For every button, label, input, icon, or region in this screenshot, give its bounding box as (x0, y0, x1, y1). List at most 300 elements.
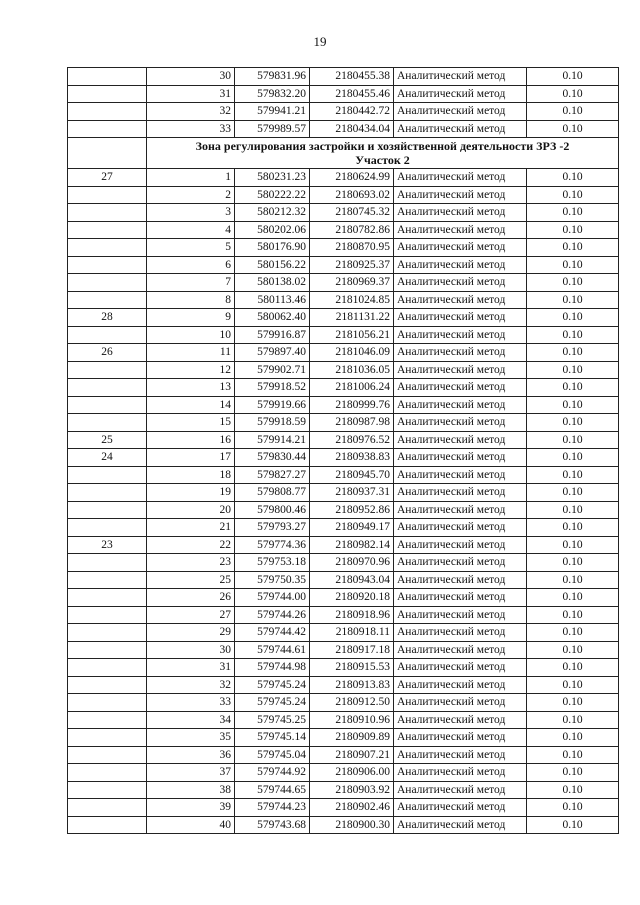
y-coordinate-cell: 2180912.50 (310, 694, 394, 712)
y-coordinate-cell: 2180902.46 (310, 799, 394, 817)
point-group-cell: 26 (68, 344, 147, 362)
point-group-cell (68, 85, 147, 103)
y-coordinate-cell: 2180915.53 (310, 659, 394, 677)
point-group-cell (68, 103, 147, 121)
y-coordinate-cell: 2180918.11 (310, 624, 394, 642)
point-number-cell: 16 (147, 431, 235, 449)
x-coordinate-cell: 579918.52 (235, 379, 310, 397)
point-group-cell (68, 396, 147, 414)
table-row (68, 519, 619, 537)
point-number-cell: 30 (147, 641, 235, 659)
y-coordinate-cell: 2181024.85 (310, 291, 394, 309)
error-cell: 0.10 (527, 431, 619, 449)
point-group-cell (68, 274, 147, 292)
x-coordinate-cell: 580113.46 (235, 291, 310, 309)
error-cell: 0.10 (527, 729, 619, 747)
method-cell: Аналитический метод (394, 379, 527, 397)
table-row (68, 221, 619, 239)
x-coordinate-cell: 579989.57 (235, 120, 310, 138)
x-coordinate-cell: 579919.66 (235, 396, 310, 414)
table-row (68, 169, 619, 187)
y-coordinate-cell: 2180455.46 (310, 85, 394, 103)
y-coordinate-cell: 2180987.98 (310, 414, 394, 432)
method-cell: Аналитический метод (394, 291, 527, 309)
y-coordinate-cell: 2180925.37 (310, 256, 394, 274)
y-coordinate-cell: 2180782.86 (310, 221, 394, 239)
error-cell: 0.10 (527, 694, 619, 712)
table-row (68, 676, 619, 694)
error-cell: 0.10 (527, 68, 619, 86)
point-number-cell: 1 (147, 169, 235, 187)
y-coordinate-cell: 2180624.99 (310, 169, 394, 187)
section-subtitle: Участок 2 (355, 153, 410, 167)
point-group-cell (68, 186, 147, 204)
point-number-cell: 39 (147, 799, 235, 817)
point-number-cell: 32 (147, 676, 235, 694)
point-number-cell: 20 (147, 501, 235, 519)
x-coordinate-cell: 580138.02 (235, 274, 310, 292)
table-row (68, 361, 619, 379)
point-number-cell: 14 (147, 396, 235, 414)
method-cell: Аналитический метод (394, 274, 527, 292)
method-cell: Аналитический метод (394, 169, 527, 187)
point-number-cell: 6 (147, 256, 235, 274)
y-coordinate-cell: 2180909.89 (310, 729, 394, 747)
point-number-cell: 22 (147, 536, 235, 554)
x-coordinate-cell: 579744.00 (235, 589, 310, 607)
error-cell: 0.10 (527, 414, 619, 432)
y-coordinate-cell: 2180969.37 (310, 274, 394, 292)
table-row (68, 799, 619, 817)
point-number-cell: 32 (147, 103, 235, 121)
point-group-cell (68, 816, 147, 834)
point-number-cell: 15 (147, 414, 235, 432)
error-cell: 0.10 (527, 274, 619, 292)
table-row (68, 781, 619, 799)
error-cell: 0.10 (527, 589, 619, 607)
method-cell: Аналитический метод (394, 326, 527, 344)
table-row (68, 606, 619, 624)
method-cell: Аналитический метод (394, 396, 527, 414)
point-number-cell: 12 (147, 361, 235, 379)
method-cell: Аналитический метод (394, 764, 527, 782)
point-group-cell: 28 (68, 309, 147, 327)
x-coordinate-cell: 579897.40 (235, 344, 310, 362)
method-cell: Аналитический метод (394, 746, 527, 764)
table-row (68, 554, 619, 572)
point-number-cell: 9 (147, 309, 235, 327)
table-row (68, 120, 619, 138)
error-cell: 0.10 (527, 449, 619, 467)
method-cell: Аналитический метод (394, 103, 527, 121)
table-row (68, 396, 619, 414)
table-row (68, 85, 619, 103)
method-cell: Аналитический метод (394, 799, 527, 817)
method-cell: Аналитический метод (394, 554, 527, 572)
point-group-cell: 25 (68, 431, 147, 449)
error-cell: 0.10 (527, 326, 619, 344)
table-row (68, 641, 619, 659)
point-group-cell (68, 120, 147, 138)
error-cell: 0.10 (527, 85, 619, 103)
error-cell: 0.10 (527, 781, 619, 799)
error-cell: 0.10 (527, 221, 619, 239)
error-cell: 0.10 (527, 291, 619, 309)
y-coordinate-cell: 2180920.18 (310, 589, 394, 607)
point-number-cell: 4 (147, 221, 235, 239)
point-number-cell: 11 (147, 344, 235, 362)
point-group-cell (68, 764, 147, 782)
method-cell: Аналитический метод (394, 466, 527, 484)
table-row (68, 571, 619, 589)
point-number-cell: 17 (147, 449, 235, 467)
x-coordinate-cell: 579832.20 (235, 85, 310, 103)
method-cell: Аналитический метод (394, 624, 527, 642)
method-cell: Аналитический метод (394, 239, 527, 257)
error-cell: 0.10 (527, 344, 619, 362)
point-number-cell: 37 (147, 764, 235, 782)
error-cell: 0.10 (527, 641, 619, 659)
y-coordinate-cell: 2180976.52 (310, 431, 394, 449)
point-number-cell: 27 (147, 606, 235, 624)
error-cell: 0.10 (527, 396, 619, 414)
x-coordinate-cell: 579744.65 (235, 781, 310, 799)
method-cell: Аналитический метод (394, 729, 527, 747)
y-coordinate-cell: 2180917.18 (310, 641, 394, 659)
error-cell: 0.10 (527, 659, 619, 677)
table-row (68, 764, 619, 782)
point-number-cell: 7 (147, 274, 235, 292)
table-row (68, 256, 619, 274)
x-coordinate-cell: 579744.42 (235, 624, 310, 642)
point-number-cell: 29 (147, 624, 235, 642)
x-coordinate-cell: 579793.27 (235, 519, 310, 537)
method-cell: Аналитический метод (394, 571, 527, 589)
method-cell: Аналитический метод (394, 816, 527, 834)
point-group-cell (68, 326, 147, 344)
error-cell: 0.10 (527, 186, 619, 204)
error-cell: 0.10 (527, 501, 619, 519)
table-row (68, 816, 619, 834)
table-row (68, 694, 619, 712)
point-group-cell (68, 589, 147, 607)
point-group-cell (68, 676, 147, 694)
point-group-cell (68, 239, 147, 257)
method-cell: Аналитический метод (394, 536, 527, 554)
point-number-cell: 34 (147, 711, 235, 729)
y-coordinate-cell: 2180949.17 (310, 519, 394, 537)
point-number-cell: 3 (147, 204, 235, 222)
method-cell: Аналитический метод (394, 431, 527, 449)
point-group-cell (68, 624, 147, 642)
method-cell: Аналитический метод (394, 676, 527, 694)
point-group-cell (68, 799, 147, 817)
point-number-cell: 38 (147, 781, 235, 799)
method-cell: Аналитический метод (394, 484, 527, 502)
y-coordinate-cell: 2180913.83 (310, 676, 394, 694)
table-row (68, 344, 619, 362)
x-coordinate-cell: 579745.14 (235, 729, 310, 747)
y-coordinate-cell: 2180442.72 (310, 103, 394, 121)
method-cell: Аналитический метод (394, 711, 527, 729)
table-row (68, 484, 619, 502)
error-cell: 0.10 (527, 554, 619, 572)
point-group-cell (68, 256, 147, 274)
point-number-cell: 26 (147, 589, 235, 607)
point-group-cell: 27 (68, 169, 147, 187)
point-group-cell (68, 379, 147, 397)
x-coordinate-cell: 579941.21 (235, 103, 310, 121)
table-row (68, 379, 619, 397)
point-group-cell: 23 (68, 536, 147, 554)
error-cell: 0.10 (527, 361, 619, 379)
point-group-cell (68, 606, 147, 624)
x-coordinate-cell: 580231.23 (235, 169, 310, 187)
x-coordinate-cell: 579916.87 (235, 326, 310, 344)
y-coordinate-cell: 2181046.09 (310, 344, 394, 362)
y-coordinate-cell: 2180938.83 (310, 449, 394, 467)
x-coordinate-cell: 579745.24 (235, 694, 310, 712)
point-group-cell (68, 484, 147, 502)
error-cell: 0.10 (527, 519, 619, 537)
point-group-cell (68, 501, 147, 519)
x-coordinate-cell: 579827.27 (235, 466, 310, 484)
point-number-cell: 25 (147, 571, 235, 589)
method-cell: Аналитический метод (394, 781, 527, 799)
point-group-cell (68, 414, 147, 432)
y-coordinate-cell: 2180910.96 (310, 711, 394, 729)
x-coordinate-cell: 579753.18 (235, 554, 310, 572)
rows-before-section (68, 68, 619, 138)
error-cell: 0.10 (527, 256, 619, 274)
y-coordinate-cell: 2180907.21 (310, 746, 394, 764)
error-cell: 0.10 (527, 799, 619, 817)
table-row (68, 746, 619, 764)
rows-after-section (68, 169, 619, 834)
x-coordinate-cell: 579830.44 (235, 449, 310, 467)
error-cell: 0.10 (527, 379, 619, 397)
x-coordinate-cell: 579745.04 (235, 746, 310, 764)
section-header-group (68, 138, 619, 169)
y-coordinate-cell: 2180945.70 (310, 466, 394, 484)
section-spacer-cell (68, 138, 147, 169)
y-coordinate-cell: 2180693.02 (310, 186, 394, 204)
y-coordinate-cell: 2180870.95 (310, 239, 394, 257)
table-row (68, 711, 619, 729)
x-coordinate-cell: 579744.26 (235, 606, 310, 624)
y-coordinate-cell: 2181056.21 (310, 326, 394, 344)
error-cell: 0.10 (527, 536, 619, 554)
point-number-cell: 23 (147, 554, 235, 572)
method-cell: Аналитический метод (394, 204, 527, 222)
error-cell: 0.10 (527, 746, 619, 764)
x-coordinate-cell: 579743.68 (235, 816, 310, 834)
y-coordinate-cell: 2180952.86 (310, 501, 394, 519)
table-row (68, 589, 619, 607)
y-coordinate-cell: 2180982.14 (310, 536, 394, 554)
point-group-cell: 24 (68, 449, 147, 467)
point-group-cell (68, 204, 147, 222)
x-coordinate-cell: 580212.32 (235, 204, 310, 222)
y-coordinate-cell: 2180903.92 (310, 781, 394, 799)
table-row (68, 103, 619, 121)
table-row (68, 449, 619, 467)
method-cell: Аналитический метод (394, 309, 527, 327)
error-cell: 0.10 (527, 624, 619, 642)
table-row (68, 536, 619, 554)
point-group-cell (68, 781, 147, 799)
x-coordinate-cell: 579914.21 (235, 431, 310, 449)
x-coordinate-cell: 580156.22 (235, 256, 310, 274)
point-group-cell (68, 519, 147, 537)
y-coordinate-cell: 2180434.04 (310, 120, 394, 138)
x-coordinate-cell: 580062.40 (235, 309, 310, 327)
x-coordinate-cell: 579902.71 (235, 361, 310, 379)
point-group-cell (68, 746, 147, 764)
point-group-cell (68, 571, 147, 589)
point-number-cell: 13 (147, 379, 235, 397)
section-header-cell (147, 138, 619, 169)
table-row (68, 291, 619, 309)
y-coordinate-cell: 2180900.30 (310, 816, 394, 834)
page-number: 19 (313, 34, 327, 49)
method-cell: Аналитический метод (394, 256, 527, 274)
x-coordinate-cell: 579745.24 (235, 676, 310, 694)
y-coordinate-cell: 2180937.31 (310, 484, 394, 502)
point-group-cell (68, 361, 147, 379)
error-cell: 0.10 (527, 676, 619, 694)
method-cell: Аналитический метод (394, 361, 527, 379)
point-number-cell: 33 (147, 694, 235, 712)
method-cell: Аналитический метод (394, 414, 527, 432)
point-number-cell: 40 (147, 816, 235, 834)
x-coordinate-cell: 579745.25 (235, 711, 310, 729)
point-group-cell (68, 641, 147, 659)
x-coordinate-cell: 579744.23 (235, 799, 310, 817)
error-cell: 0.10 (527, 484, 619, 502)
error-cell: 0.10 (527, 764, 619, 782)
x-coordinate-cell: 579918.59 (235, 414, 310, 432)
x-coordinate-cell: 579800.46 (235, 501, 310, 519)
point-number-cell: 8 (147, 291, 235, 309)
table-row (68, 659, 619, 677)
method-cell: Аналитический метод (394, 344, 527, 362)
x-coordinate-cell: 579750.35 (235, 571, 310, 589)
method-cell: Аналитический метод (394, 641, 527, 659)
x-coordinate-cell: 579744.61 (235, 641, 310, 659)
error-cell: 0.10 (527, 309, 619, 327)
y-coordinate-cell: 2180918.96 (310, 606, 394, 624)
point-number-cell: 31 (147, 85, 235, 103)
point-group-cell (68, 466, 147, 484)
point-group-cell (68, 554, 147, 572)
table-row (68, 239, 619, 257)
x-coordinate-cell: 579744.92 (235, 764, 310, 782)
x-coordinate-cell: 579744.98 (235, 659, 310, 677)
point-number-cell: 30 (147, 68, 235, 86)
point-group-cell (68, 291, 147, 309)
point-number-cell: 10 (147, 326, 235, 344)
y-coordinate-cell: 2180745.32 (310, 204, 394, 222)
x-coordinate-cell: 580202.06 (235, 221, 310, 239)
table-row (68, 309, 619, 327)
table-row (68, 274, 619, 292)
table-row (68, 68, 619, 86)
table-row (68, 186, 619, 204)
point-group-cell (68, 659, 147, 677)
point-group-cell (68, 221, 147, 239)
error-cell: 0.10 (527, 466, 619, 484)
method-cell: Аналитический метод (394, 519, 527, 537)
point-number-cell: 18 (147, 466, 235, 484)
method-cell: Аналитический метод (394, 221, 527, 239)
error-cell: 0.10 (527, 711, 619, 729)
point-number-cell: 2 (147, 186, 235, 204)
table-row (68, 204, 619, 222)
method-cell: Аналитический метод (394, 694, 527, 712)
error-cell: 0.10 (527, 204, 619, 222)
section-header-row (68, 138, 619, 169)
method-cell: Аналитический метод (394, 120, 527, 138)
point-group-cell (68, 68, 147, 86)
point-group-cell (68, 711, 147, 729)
point-number-cell: 31 (147, 659, 235, 677)
point-number-cell: 35 (147, 729, 235, 747)
method-cell: Аналитический метод (394, 501, 527, 519)
y-coordinate-cell: 2181006.24 (310, 379, 394, 397)
y-coordinate-cell: 2181036.05 (310, 361, 394, 379)
method-cell: Аналитический метод (394, 659, 527, 677)
x-coordinate-cell: 579831.96 (235, 68, 310, 86)
error-cell: 0.10 (527, 169, 619, 187)
x-coordinate-cell: 580176.90 (235, 239, 310, 257)
method-cell: Аналитический метод (394, 449, 527, 467)
y-coordinate-cell: 2180999.76 (310, 396, 394, 414)
point-number-cell: 19 (147, 484, 235, 502)
table-row (68, 729, 619, 747)
method-cell: Аналитический метод (394, 606, 527, 624)
point-number-cell: 33 (147, 120, 235, 138)
y-coordinate-cell: 2180943.04 (310, 571, 394, 589)
x-coordinate-cell: 580222.22 (235, 186, 310, 204)
error-cell: 0.10 (527, 120, 619, 138)
y-coordinate-cell: 2180906.00 (310, 764, 394, 782)
point-number-cell: 5 (147, 239, 235, 257)
y-coordinate-cell: 2180970.96 (310, 554, 394, 572)
point-number-cell: 21 (147, 519, 235, 537)
coordinates-table (67, 67, 619, 834)
error-cell: 0.10 (527, 816, 619, 834)
error-cell: 0.10 (527, 606, 619, 624)
point-group-cell (68, 694, 147, 712)
x-coordinate-cell: 579808.77 (235, 484, 310, 502)
method-cell: Аналитический метод (394, 85, 527, 103)
point-group-cell (68, 729, 147, 747)
table-row (68, 431, 619, 449)
error-cell: 0.10 (527, 103, 619, 121)
table-row (68, 414, 619, 432)
table-row (68, 466, 619, 484)
x-coordinate-cell: 579774.36 (235, 536, 310, 554)
error-cell: 0.10 (527, 239, 619, 257)
y-coordinate-cell: 2181131.22 (310, 309, 394, 327)
table-row (68, 501, 619, 519)
method-cell: Аналитический метод (394, 186, 527, 204)
point-number-cell: 36 (147, 746, 235, 764)
section-title: Зона регулирования застройки и хозяйственной деятельности ЗРЗ -2 (195, 139, 570, 153)
method-cell: Аналитический метод (394, 589, 527, 607)
y-coordinate-cell: 2180455.38 (310, 68, 394, 86)
